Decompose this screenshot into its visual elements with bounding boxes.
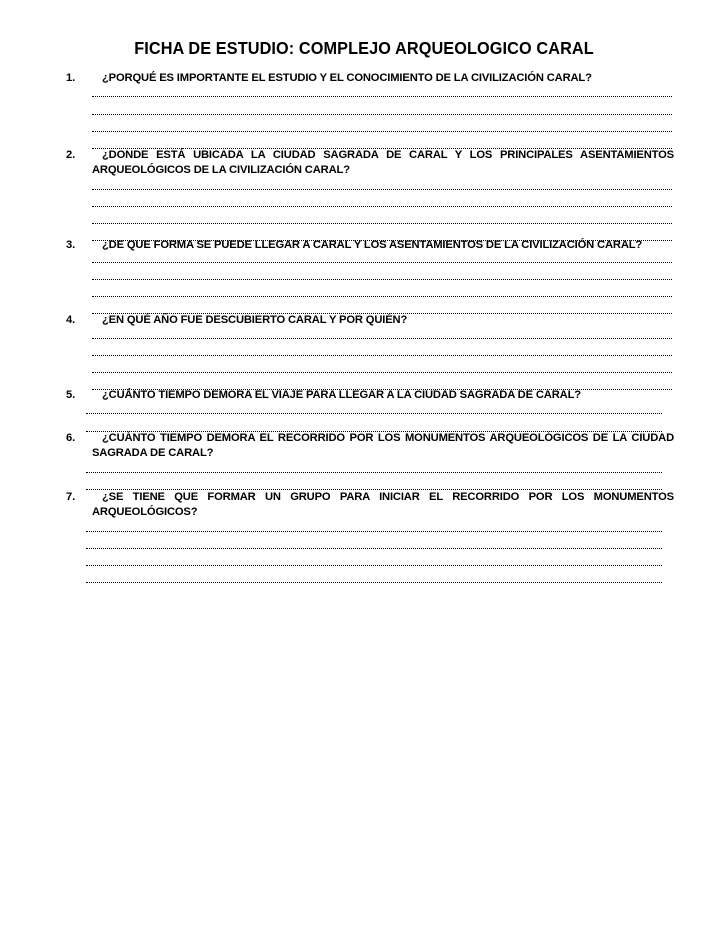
answer-line[interactable] (92, 131, 672, 132)
answer-line[interactable] (92, 262, 672, 263)
question-number: 1. (66, 72, 76, 84)
answer-line[interactable] (92, 223, 672, 224)
question-1 (66, 71, 674, 86)
answer-line[interactable] (92, 189, 672, 190)
answer-line[interactable] (92, 96, 672, 97)
answer-line[interactable] (86, 472, 662, 473)
answer-line[interactable] (92, 372, 672, 373)
answer-line[interactable] (92, 338, 672, 339)
question-text: ¿CUÁNTO TIEMPO DEMORA EL RECORRIDO POR LOS MONUMENTOS ARQUEOLÓGICOS DE LA CIUDAD SAGRADA DE CARAL? (92, 432, 674, 459)
answer-line[interactable] (86, 531, 662, 532)
answer-line[interactable] (92, 296, 672, 297)
answer-line[interactable] (92, 279, 672, 280)
question-3 (66, 238, 674, 253)
question-text: ¿EN QUÉ AÑO FUE DESCUBIERTO CARAL Y POR QUIÉN? (102, 314, 408, 326)
answer-line[interactable] (92, 114, 672, 115)
question-number: 5. (66, 389, 76, 401)
answer-line[interactable] (92, 355, 672, 356)
question-number: 7. (66, 491, 76, 503)
question-number: 2. (66, 149, 76, 161)
question-5 (66, 388, 674, 403)
answer-line[interactable] (86, 548, 662, 549)
question-text: ¿DE QUE FORMA SE PUEDE LLEGAR A CARAL Y LOS ASENTAMIENTOS DE LA CIVILIZACIÓN CARAL? (102, 239, 643, 251)
answer-line[interactable] (86, 413, 662, 414)
answer-line[interactable] (86, 582, 662, 583)
answer-line[interactable] (92, 206, 672, 207)
page-title: FICHA DE ESTUDIO: COMPLEJO ARQUEOLOGICO CARAL (134, 38, 594, 58)
question-text: ¿DONDE ESTÁ UBICADA LA CIUDAD SAGRADA DE CARAL Y LOS PRINCIPALES ASENTAMIENTOS ARQUEOLÓGICOS DE LA CIVILIZACIÓN CARAL? (92, 149, 674, 176)
answer-line[interactable] (86, 565, 662, 566)
question-number: 4. (66, 314, 76, 326)
question-2 (66, 148, 674, 178)
question-number: 3. (66, 239, 76, 251)
question-text: ¿CUÁNTO TIEMPO DEMORA EL VIAJE PARA LLEGAR A LA CIUDAD SAGRADA DE CARAL? (102, 389, 581, 401)
question-7 (66, 490, 674, 520)
question-4 (66, 313, 674, 328)
question-6 (66, 431, 674, 461)
question-text: ¿SE TIENE QUE FORMAR UN GRUPO PARA INICIAR EL RECORRIDO POR LOS MONUMENTOS ARQUEOLÓGICOS? (92, 491, 674, 518)
question-number: 6. (66, 432, 76, 444)
question-text: ¿PORQUÉ ES IMPORTANTE EL ESTUDIO Y EL CONOCIMIENTO DE LA CIVILIZACIÓN CARAL? (102, 72, 592, 84)
